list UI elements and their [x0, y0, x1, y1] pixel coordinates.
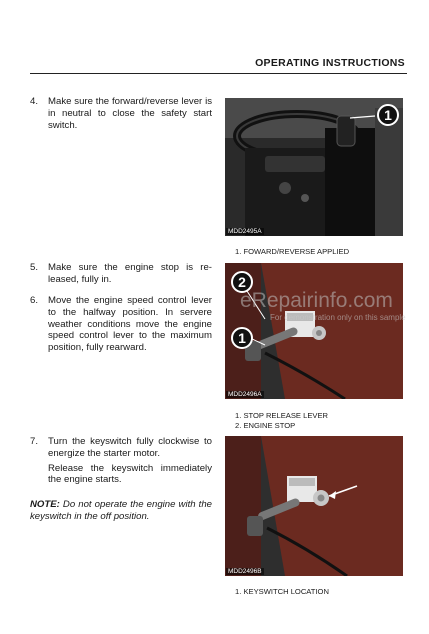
step-text: Make sure the forward/reverse lever is in neutral to close the safety start switch.: [48, 96, 212, 131]
photo-illustration: [225, 98, 403, 236]
step-text: Make sure the engine stop is re-leased, fully in.: [48, 262, 212, 285]
step-text: Turn the keyswitch fully clockwise to energize the starter motor.: [48, 436, 212, 459]
figure-1-captions: [235, 247, 349, 257]
photo-code: MDD2496B: [228, 568, 262, 575]
caption: 1. FOWARD/REVERSE APPLIED: [235, 247, 350, 256]
callout-2: 2: [231, 271, 253, 293]
photo-engine-stop: [225, 263, 403, 399]
step-number: 7.: [30, 436, 39, 447]
note: [30, 499, 212, 523]
note-text: Do not operate the engine with the keyswitch in the off position.: [30, 499, 212, 522]
note-label: NOTE:: [30, 499, 60, 510]
watermark: eRepairinfo.com: [240, 289, 393, 312]
caption: 1. KEYSWITCH LOCATION: [235, 587, 329, 596]
step-4: [30, 96, 212, 131]
figure-3-captions: [235, 587, 329, 597]
step-6: [30, 295, 212, 354]
photo-illustration: [225, 436, 403, 576]
photo-forward-reverse-lever: [225, 98, 403, 236]
step-text: Move the engine speed control lever to the halfway position. In servere weather conditions move the engine speed control lever to the maximum position, fully rearward.: [48, 295, 212, 354]
step-5: [30, 262, 212, 286]
step-7: [30, 436, 212, 486]
photo-keyswitch: [225, 436, 403, 576]
callout-1: 1: [231, 327, 253, 349]
caption: 1. STOP RELEASE LEVER: [235, 411, 328, 420]
photo-code: MDD2496A: [228, 391, 262, 398]
caption: 2. ENGINE STOP: [235, 421, 296, 430]
callout-1: 1: [377, 104, 399, 126]
header-rule: [30, 73, 407, 74]
step-number: 6.: [30, 295, 39, 306]
watermark-subtext: For demonstration only on this sample: [270, 313, 406, 322]
page-title: OPERATING INSTRUCTIONS: [255, 57, 405, 69]
step-number: 5.: [30, 262, 39, 273]
figure-2-captions: [235, 411, 328, 431]
step-subtext: Release the keyswitch immediately the engine starts.: [48, 462, 212, 486]
step-number: 4.: [30, 96, 39, 107]
photo-code: MDD2495A: [228, 228, 262, 235]
